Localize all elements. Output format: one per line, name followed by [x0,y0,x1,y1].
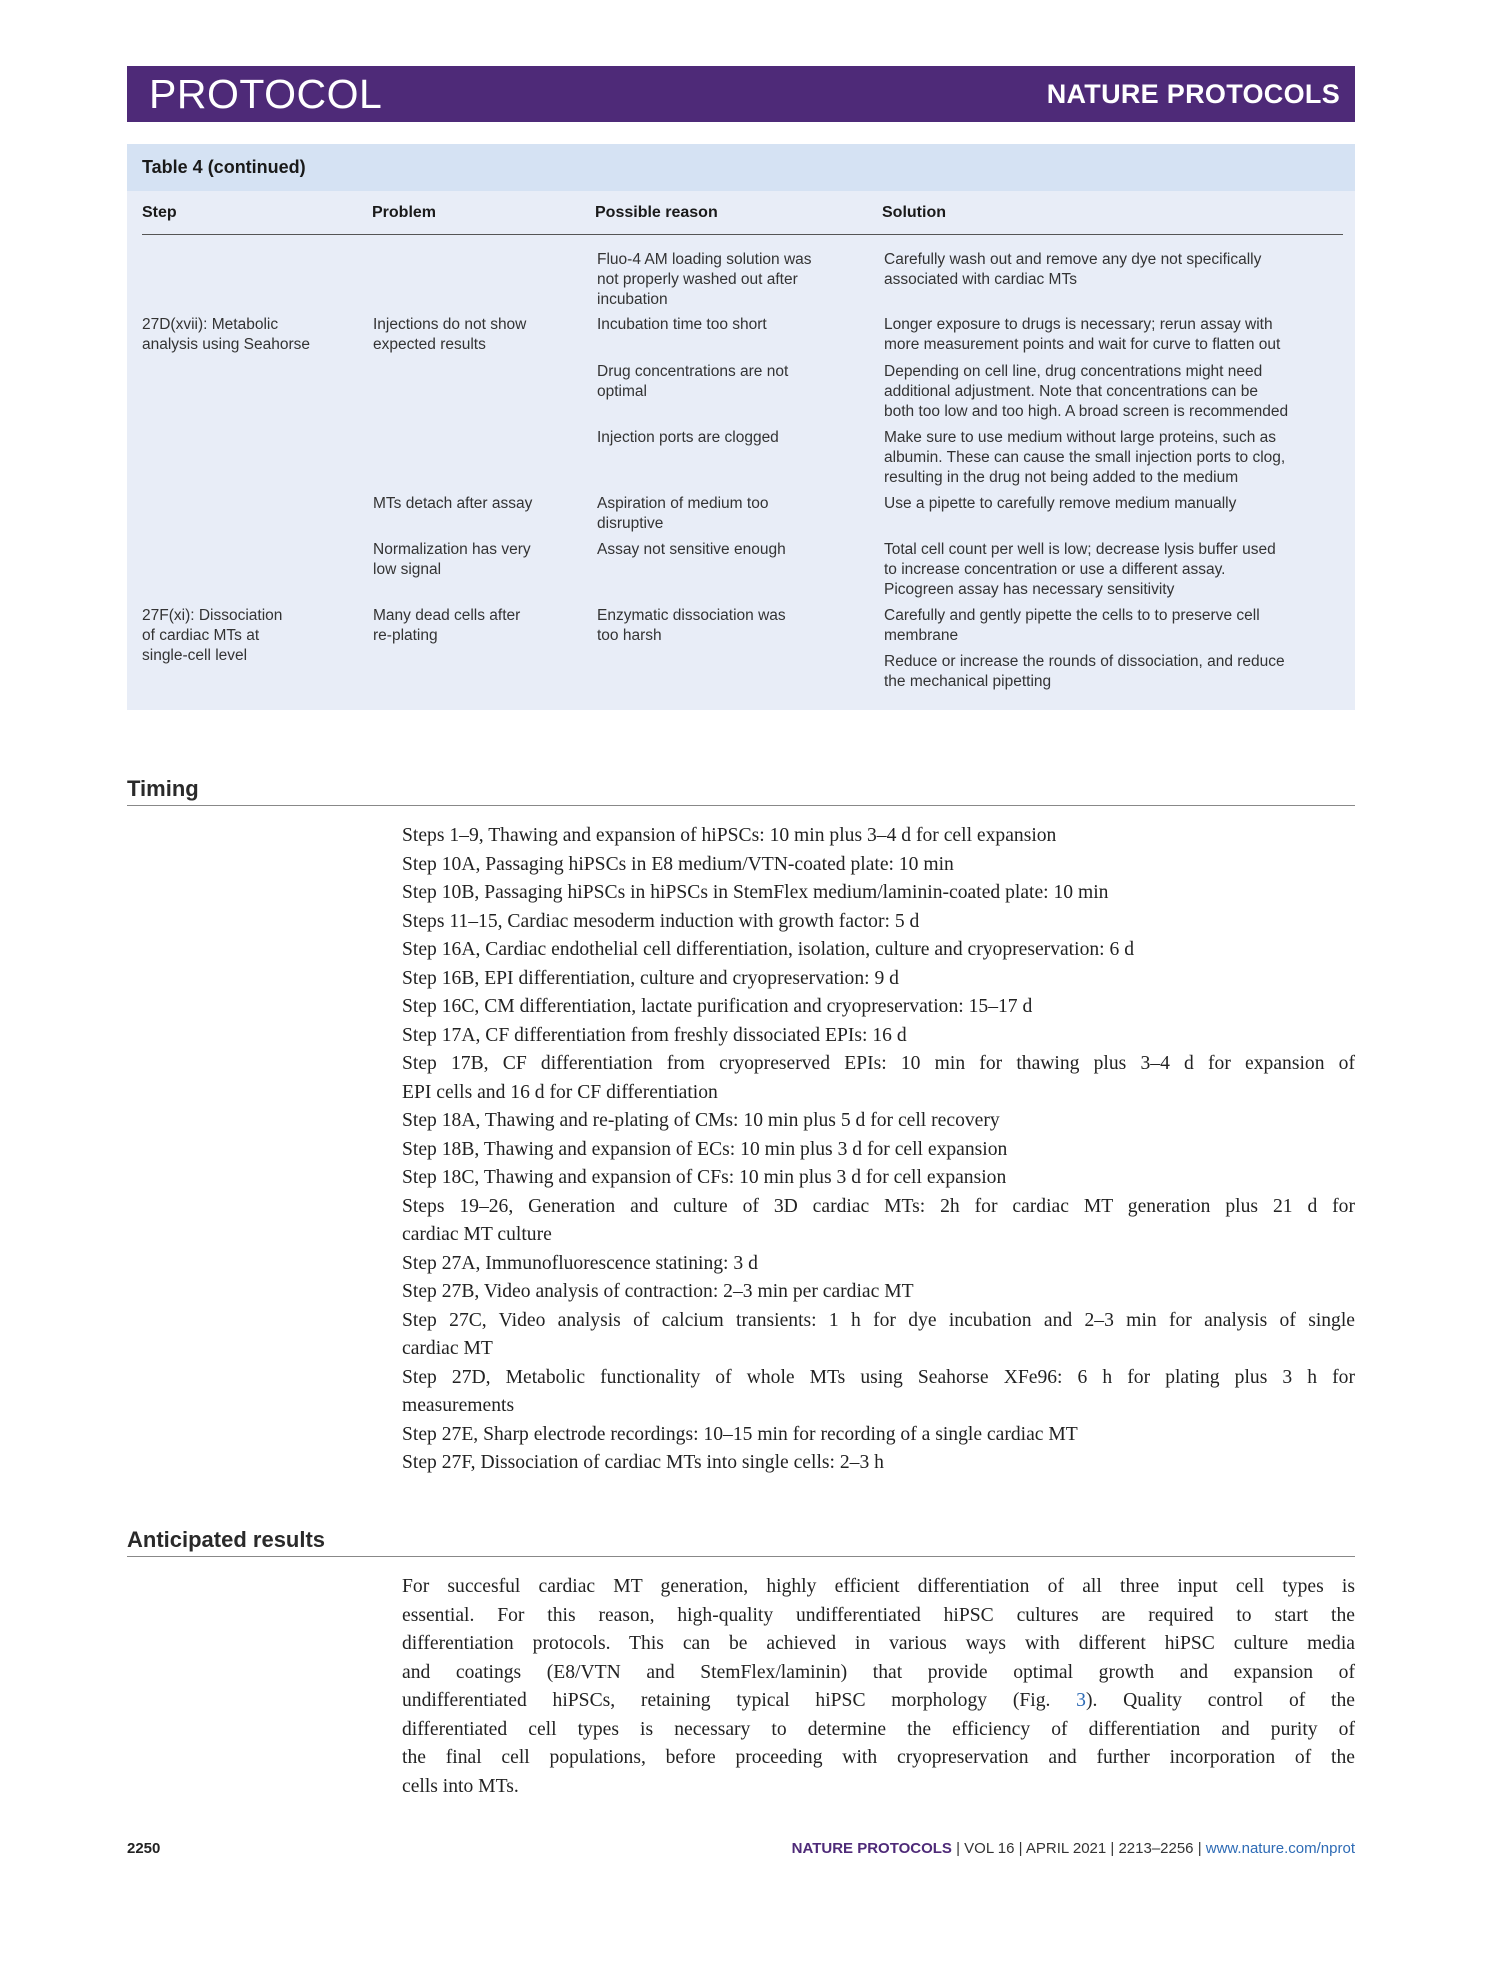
column-header-step: Step [142,204,177,221]
timing-line: Step 27D, Metabolic functionality of whole MTs using Seahorse XFe96: 6 h for plating plus 3 h for [402,1366,1355,1388]
table-cell-reason: Assay not sensitive enough [597,541,786,558]
table-cell-solution: Longer exposure to drugs is necessary; rerun assay with more measurement points and wait for curve to flatten out [884,316,1281,353]
table-cell-problem: Many dead cells after re-plating [373,607,521,644]
timing-line: Step 18A, Thawing and re-plating of CMs: 10 min plus 5 d for cell recovery [402,1110,1000,1131]
table-cell-step: 27F(xi): Dissociation of cardiac MTs at single-cell level [142,607,283,664]
timing-line: EPI cells and 16 d for CF differentiation [402,1081,718,1103]
table-cell-solution: Carefully and gently pipette the cells to to preserve cell membrane [884,607,1260,644]
timing-line: Steps 11–15, Cardiac mesoderm induction with growth factor: 5 d [402,910,920,932]
timing-line: Step 17A, CF differentiation from freshly dissociated EPIs: 16 d [402,1024,907,1046]
footer-citation [792,1840,1355,1857]
figure-link[interactable]: 3 [1076,1690,1086,1711]
timing-line: Step 17B, CF differentiation from cryopreserved EPIs: 10 min for thawing plus 3–4 d for expansion of [402,1053,1355,1074]
timing-line: Step 27E, Sharp electrode recordings: 10–15 min for recording of a single cardiac MT [402,1423,1078,1445]
timing-line: cardiac MT culture [402,1224,552,1245]
timing-line: Step 10A, Passaging hiPSCs in E8 medium/VTN-coated plate: 10 min [402,853,954,875]
section-label: PROTOCOL [149,70,383,117]
footer-url-link[interactable]: www.nature.com/nprot [1205,1840,1355,1857]
table-cell-reason: Fluo-4 AM loading solution was not properly washed out after incubation [597,251,812,308]
timing-line: Steps 19–26, Generation and culture of 3D cardiac MTs: 2h for cardiac MT generation plus 21 d for [402,1195,1355,1217]
table-cell-step: 27D(xvii): Metabolic analysis using Seahorse [142,316,311,353]
table-cell-problem: Injections do not show expected results [373,316,527,353]
table-cell-reason: Incubation time too short [597,316,767,333]
footer-journal: NATURE PROTOCOLS [791,1840,952,1857]
table-cell-solution: Carefully wash out and remove any dye not specifically associated with cardiac MTs [884,251,1262,288]
column-header-reason: Possible reason [595,204,718,221]
table-cell-solution: Depending on cell line, drug concentrations might need additional adjustment. Note that concentrations can be both too low and too high. A broad screen is recommended [884,363,1289,420]
timing-line: Step 16A, Cardiac endothelial cell differentiation, isolation, culture and cryopreservation: 6 d [402,939,1135,960]
timing-line: measurements [402,1395,515,1416]
table-cell-problem: Normalization has very low signal [373,541,531,578]
table-cell-solution: Make sure to use medium without large proteins, such as albumin. These can cause the small injection ports to clog, resulting in the drug not being added to the medium [884,429,1286,486]
table-header-row [142,191,1343,235]
footer-volume-info: | VOL 16 | APRIL 2021 | 2213–2256 | [951,1840,1206,1857]
timing-line: Step 18C, Thawing and expansion of CFs: 10 min plus 3 d for cell expansion [402,1167,1007,1188]
column-header-problem: Problem [372,204,437,221]
table-cell-solution: Total cell count per well is low; decrease lysis buffer used to increase concentration or use a different assay. Picogreen assay has necessary sensitivity [884,541,1276,598]
column-header-solution: Solution [882,204,946,221]
timing-line: Step 10B, Passaging hiPSCs in hiPSCs in StemFlex medium/laminin-coated plate: 10 min [402,882,1109,903]
table-cell-reason: Injection ports are clogged [597,429,779,446]
timing-line: Step 16B, EPI differentiation, culture and cryopreservation: 9 d [402,967,899,989]
header-banner [127,66,1355,122]
timing-line: Step 27A, Immunofluorescence statining: 3 d [402,1252,758,1274]
journal-label: NATURE PROTOCOLS [1046,78,1340,109]
table-title: Table 4 (continued) [127,144,1355,191]
timing-line: Step 16C, CM differentiation, lactate purification and cryopreservation: 15–17 d [402,996,1033,1017]
timing-line: Step 18B, Thawing and expansion of ECs: 10 min plus 3 d for cell expansion [402,1138,1008,1160]
table-cell-solution: Use a pipette to carefully remove medium manually [884,495,1237,512]
timing-list [402,822,1355,1478]
timing-line: Step 27B, Video analysis of contraction: 2–3 min per cardiac MT [402,1281,914,1302]
anticipated-results-paragraph: For succesful cardiac MT generation, highly efficient differentiation of all three input cell types is essential. For this reason, high-quality undifferentiated hiPSC cultures are required to start the differentiation protocols. This can be achieved in various ways with different hiPSC culture media and coatings (E8/VTN and StemFlex/laminin) that provide optimal growth and expansion of undifferentiated hiPSCs, retaining typical hiPSC morphology (Fig. 3). Quality control of the differentiated cell types is necessary to determine the efficiency of differentiation and purity of the final cell populations, before proceeding with cryopreservation and further incorporation of the cells into MTs. [402,1576,1355,1797]
page-number: 2250 [127,1840,161,1857]
timing-line: Step 27C, Video analysis of calcium transients: 1 h for dye incubation and 2–3 min for analysis of single [402,1309,1355,1331]
table-cell-reason: Aspiration of medium too disruptive [597,495,769,532]
timing-line: cardiac MT [402,1338,493,1359]
section-heading-anticipated-results: Anticipated results [127,1527,1355,1557]
table-cell-reason: Enzymatic dissociation was too harsh [597,607,786,644]
timing-line: Step 27F, Dissociation of cardiac MTs into single cells: 2–3 h [402,1452,884,1473]
troubleshooting-table [127,144,1355,710]
table-cell-problem: MTs detach after assay [373,495,533,512]
section-heading-timing: Timing [127,776,1355,806]
table-cell-reason: Drug concentrations are not optimal [597,363,789,400]
table-cell-solution: Reduce or increase the rounds of dissociation, and reduce the mechanical pipetting [884,653,1285,690]
timing-line: Steps 1–9, Thawing and expansion of hiPSCs: 10 min plus 3–4 d for cell expansion [402,825,1057,846]
